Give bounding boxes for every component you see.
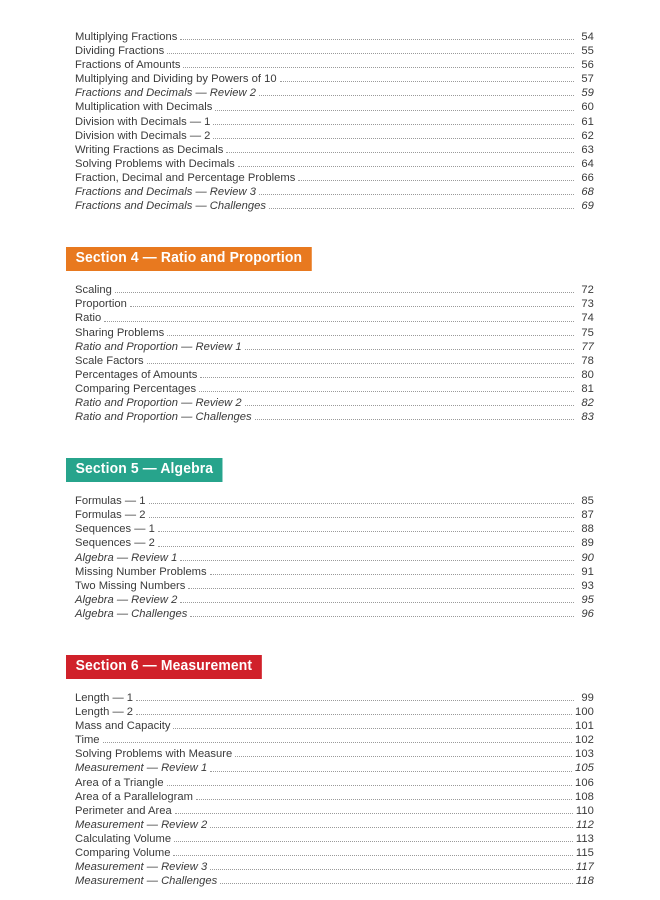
toc-entry[interactable] <box>66 536 594 550</box>
toc-entry[interactable] <box>66 551 594 565</box>
toc-entry-page-number: 102 <box>575 734 594 747</box>
toc-dot-leader <box>115 284 574 295</box>
toc-entry-title: Length — 2 <box>75 706 134 719</box>
toc-entry-title: Algebra — Challenges <box>75 607 188 620</box>
toc-entry-page-number: 91 <box>581 565 594 578</box>
toc-entry-title: Length — 1 <box>75 692 134 704</box>
toc-dot-leader <box>173 847 572 858</box>
toc-entry-page-number: 115 <box>575 847 594 860</box>
toc-entry[interactable] <box>66 522 594 536</box>
toc-entry[interactable] <box>66 58 594 72</box>
toc-entry-title: Missing Number Problems <box>75 565 207 578</box>
toc-dot-leader <box>298 172 574 183</box>
toc-entry[interactable] <box>66 100 594 114</box>
toc-entry-title: Algebra — Review 1 <box>75 551 178 564</box>
toc-entry[interactable] <box>66 340 594 354</box>
section-header-4: Section 4 — Ratio and Proportion <box>66 247 312 271</box>
toc-entry-page-number: 83 <box>581 411 594 424</box>
toc-entry-title: Ratio and Proportion — Review 2 <box>75 396 242 409</box>
section-block-6 <box>66 621 594 888</box>
toc-entry-title: Multiplication with Decimals <box>75 101 213 114</box>
toc-dot-leader <box>173 720 572 731</box>
toc-entry-page-number: 55 <box>581 45 594 58</box>
toc-entry-title: Area of a Triangle <box>75 776 164 789</box>
toc-entry-list-section-5 <box>66 494 594 621</box>
toc-dot-leader <box>245 397 574 408</box>
toc-entry-title: Fractions and Decimals — Challenges <box>75 200 266 213</box>
section-block-5 <box>66 424 594 621</box>
toc-entry-title: Comparing Percentages <box>75 382 197 395</box>
toc-entry-list-continued <box>66 30 594 213</box>
toc-entry-page-number: 75 <box>581 326 594 339</box>
toc-entry-title: Scale Factors <box>75 354 144 367</box>
toc-entry-page-number: 100 <box>575 706 594 719</box>
toc-entry[interactable] <box>66 171 594 185</box>
section-header-6: Section 6 — Measurement <box>66 655 262 679</box>
toc-entry-title: Fractions of Amounts <box>75 59 181 72</box>
toc-dot-leader <box>158 523 574 534</box>
toc-entry[interactable] <box>66 776 594 790</box>
toc-entry-title: Writing Fractions as Decimals <box>75 143 224 156</box>
toc-entry-title: Scaling <box>75 284 112 297</box>
toc-entry[interactable] <box>66 115 594 129</box>
toc-dot-leader <box>174 833 573 844</box>
toc-entry-title: Two Missing Numbers <box>75 579 186 592</box>
toc-dot-leader <box>245 341 574 352</box>
toc-entry-title: Comparing Volume <box>75 847 171 860</box>
toc-entry[interactable] <box>66 143 594 157</box>
toc-entry-title: Measurement — Review 2 <box>75 818 208 831</box>
toc-dot-leader <box>167 777 572 788</box>
toc-dot-leader <box>136 692 574 703</box>
toc-entry[interactable] <box>66 832 594 846</box>
toc-entry[interactable] <box>66 804 594 818</box>
toc-entry-page-number: 56 <box>581 59 594 72</box>
toc-entry[interactable] <box>66 874 594 888</box>
section-block-4 <box>66 213 594 424</box>
toc-entry[interactable] <box>66 860 594 874</box>
toc-entry-title: Division with Decimals — 1 <box>75 115 211 128</box>
toc-entry-page-number: 72 <box>581 284 594 297</box>
toc-dot-leader <box>255 411 574 422</box>
toc-entry[interactable] <box>66 846 594 860</box>
toc-entry-title: Ratio and Proportion — Review 1 <box>75 340 242 353</box>
toc-dot-leader <box>215 102 574 113</box>
toc-entry-page-number: 82 <box>581 396 594 409</box>
toc-entry-page-number: 57 <box>581 73 594 86</box>
toc-entry[interactable] <box>66 508 594 522</box>
toc-entry-page-number: 63 <box>581 143 594 156</box>
toc-dot-leader <box>158 538 574 549</box>
toc-dot-leader <box>149 495 575 506</box>
toc-dot-leader <box>175 805 573 816</box>
toc-dot-leader <box>210 861 573 872</box>
toc-entry-page-number: 66 <box>581 171 594 184</box>
toc-dot-leader <box>210 566 574 577</box>
toc-entry-page-number: 61 <box>581 115 594 128</box>
toc-entry-title: Division with Decimals — 2 <box>75 129 211 142</box>
toc-entry[interactable] <box>66 733 594 747</box>
toc-dot-leader <box>226 144 574 155</box>
toc-entry-title: Area of a Parallelogram <box>75 790 193 803</box>
toc-entry[interactable] <box>66 311 594 325</box>
toc-entry-page-number: 73 <box>581 298 594 311</box>
toc-dot-leader <box>280 73 574 84</box>
toc-entry-page-number: 118 <box>575 875 594 888</box>
toc-entry-page-number: 59 <box>581 87 594 100</box>
toc-entry-page-number: 89 <box>581 537 594 550</box>
toc-entry-title: Mass and Capacity <box>75 720 171 733</box>
toc-entry-page-number: 93 <box>581 579 594 592</box>
toc-dot-leader <box>180 31 574 42</box>
toc-dot-leader <box>180 594 574 605</box>
toc-entry-page-number: 103 <box>575 748 594 761</box>
toc-entry-title: Ratio <box>75 312 102 325</box>
toc-entry[interactable] <box>66 579 594 593</box>
toc-entry-page-number: 108 <box>575 790 594 803</box>
toc-entry[interactable] <box>66 761 594 775</box>
toc-entry-page-number: 105 <box>575 762 594 775</box>
toc-entry[interactable] <box>66 565 594 579</box>
toc-entry-page-number: 87 <box>581 509 594 522</box>
toc-entry-title: Measurement — Challenges <box>75 875 218 888</box>
continued-section-block <box>66 0 594 213</box>
toc-entry[interactable] <box>66 72 594 86</box>
toc-entry-page-number: 64 <box>581 157 594 170</box>
toc-entry[interactable] <box>66 593 594 607</box>
toc-dot-leader <box>210 819 573 830</box>
toc-entry-page-number: 68 <box>581 186 594 199</box>
toc-dot-leader <box>130 298 574 309</box>
toc-dot-leader <box>147 355 574 366</box>
toc-entry-title: Formulas — 2 <box>75 509 146 522</box>
toc-dot-leader <box>235 748 572 759</box>
toc-dot-leader <box>238 158 574 169</box>
toc-entry-page-number: 95 <box>581 593 594 606</box>
toc-entry[interactable] <box>66 30 594 44</box>
toc-entry-title: Fractions and Decimals — Review 3 <box>75 186 256 199</box>
toc-entry-title: Time <box>75 734 100 747</box>
toc-dot-leader <box>196 791 572 802</box>
toc-dot-leader <box>259 87 574 98</box>
toc-entry-page-number: 81 <box>581 382 594 395</box>
toc-entry[interactable] <box>66 382 594 396</box>
toc-entry-title: Multiplying and Dividing by Powers of 10 <box>75 73 277 86</box>
toc-dot-leader <box>190 608 574 619</box>
toc-entry-page-number: 106 <box>575 776 594 789</box>
toc-entry-title: Calculating Volume <box>75 832 172 845</box>
toc-dot-leader <box>167 327 574 338</box>
toc-entry-page-number: 113 <box>575 832 594 845</box>
toc-entry-page-number: 69 <box>581 200 594 213</box>
toc-entry[interactable] <box>66 747 594 761</box>
toc-entry[interactable] <box>66 283 594 297</box>
toc-entry[interactable] <box>66 129 594 143</box>
toc-dot-leader <box>213 130 574 141</box>
toc-entry[interactable] <box>66 790 594 804</box>
toc-dot-leader <box>104 313 574 324</box>
toc-entry[interactable] <box>66 818 594 832</box>
toc-entry-page-number: 96 <box>581 607 594 620</box>
toc-entry-title: Perimeter and Area <box>75 804 172 817</box>
toc-dot-leader <box>180 552 574 563</box>
toc-entry-page-number: 90 <box>581 551 594 564</box>
toc-entry-page-number: 78 <box>581 354 594 367</box>
toc-entry-title: Sequences — 2 <box>75 537 155 550</box>
toc-entry-page-number: 88 <box>581 523 594 536</box>
toc-entry-page-number: 99 <box>581 692 594 704</box>
toc-entry[interactable] <box>66 157 594 171</box>
toc-entry-title: Algebra — Review 2 <box>75 593 178 606</box>
toc-dot-leader <box>199 383 574 394</box>
toc-entry-page-number: 85 <box>581 495 594 508</box>
toc-entry-page-number: 60 <box>581 101 594 114</box>
toc-entry-title: Proportion <box>75 298 127 311</box>
toc-entry[interactable] <box>66 607 594 621</box>
toc-dot-leader <box>269 200 574 211</box>
toc-entry-page-number: 62 <box>581 129 594 142</box>
toc-entry-title: Percentages of Amounts <box>75 368 198 381</box>
toc-entry-page-number: 110 <box>575 804 594 817</box>
toc-entry-page-number: 80 <box>581 368 594 381</box>
toc-entry[interactable] <box>66 494 594 508</box>
toc-dot-leader <box>183 59 574 70</box>
toc-entry-title: Sharing Problems <box>75 326 165 339</box>
toc-entry[interactable] <box>66 691 594 705</box>
toc-dot-leader <box>136 706 572 717</box>
toc-dot-leader <box>200 369 574 380</box>
toc-entry-list-section-4 <box>66 283 594 424</box>
toc-entry-title: Dividing Fractions <box>75 45 165 58</box>
toc-entry[interactable] <box>66 719 594 733</box>
toc-entry[interactable] <box>66 705 594 719</box>
toc-entry-page-number: 77 <box>581 340 594 353</box>
toc-entry-title: Measurement — Review 1 <box>75 762 208 775</box>
toc-dot-leader <box>210 763 572 774</box>
section-header-5: Section 5 — Algebra <box>66 458 223 482</box>
toc-dot-leader <box>220 875 573 886</box>
toc-entry[interactable] <box>66 44 594 58</box>
toc-entry-title: Multiplying Fractions <box>75 31 178 43</box>
toc-entry[interactable] <box>66 354 594 368</box>
toc-entry-title: Solving Problems with Measure <box>75 748 233 761</box>
toc-entry-title: Measurement — Review 3 <box>75 861 208 874</box>
toc-dot-leader <box>149 509 575 520</box>
toc-entry-title: Fraction, Decimal and Percentage Problems <box>75 171 296 184</box>
toc-entry-page-number: 101 <box>575 720 594 733</box>
toc-entry-title: Sequences — 1 <box>75 523 155 536</box>
toc-dot-leader <box>213 116 574 127</box>
toc-entry[interactable] <box>66 199 594 213</box>
toc-entry-title: Solving Problems with Decimals <box>75 157 235 170</box>
toc-entry[interactable] <box>66 297 594 311</box>
toc-entry-page-number: 112 <box>575 818 594 831</box>
toc-dot-leader <box>259 186 574 197</box>
toc-entry-title: Fractions and Decimals — Review 2 <box>75 87 256 100</box>
toc-entry[interactable] <box>66 326 594 340</box>
toc-entry-page-number: 74 <box>581 312 594 325</box>
toc-entry[interactable] <box>66 86 594 100</box>
toc-entry-title: Formulas — 1 <box>75 495 146 508</box>
toc-entry[interactable] <box>66 185 594 199</box>
toc-entry[interactable] <box>66 396 594 410</box>
toc-entry[interactable] <box>66 368 594 382</box>
toc-entry-list-section-6 <box>66 691 594 888</box>
toc-entry-page-number: 117 <box>575 861 594 874</box>
toc-dot-leader <box>167 45 574 56</box>
toc-entry-page-number: 54 <box>581 31 594 43</box>
toc-dot-leader <box>103 734 573 745</box>
toc-entry[interactable] <box>66 410 594 424</box>
toc-entry-title: Ratio and Proportion — Challenges <box>75 411 252 424</box>
toc-dot-leader <box>188 580 574 591</box>
